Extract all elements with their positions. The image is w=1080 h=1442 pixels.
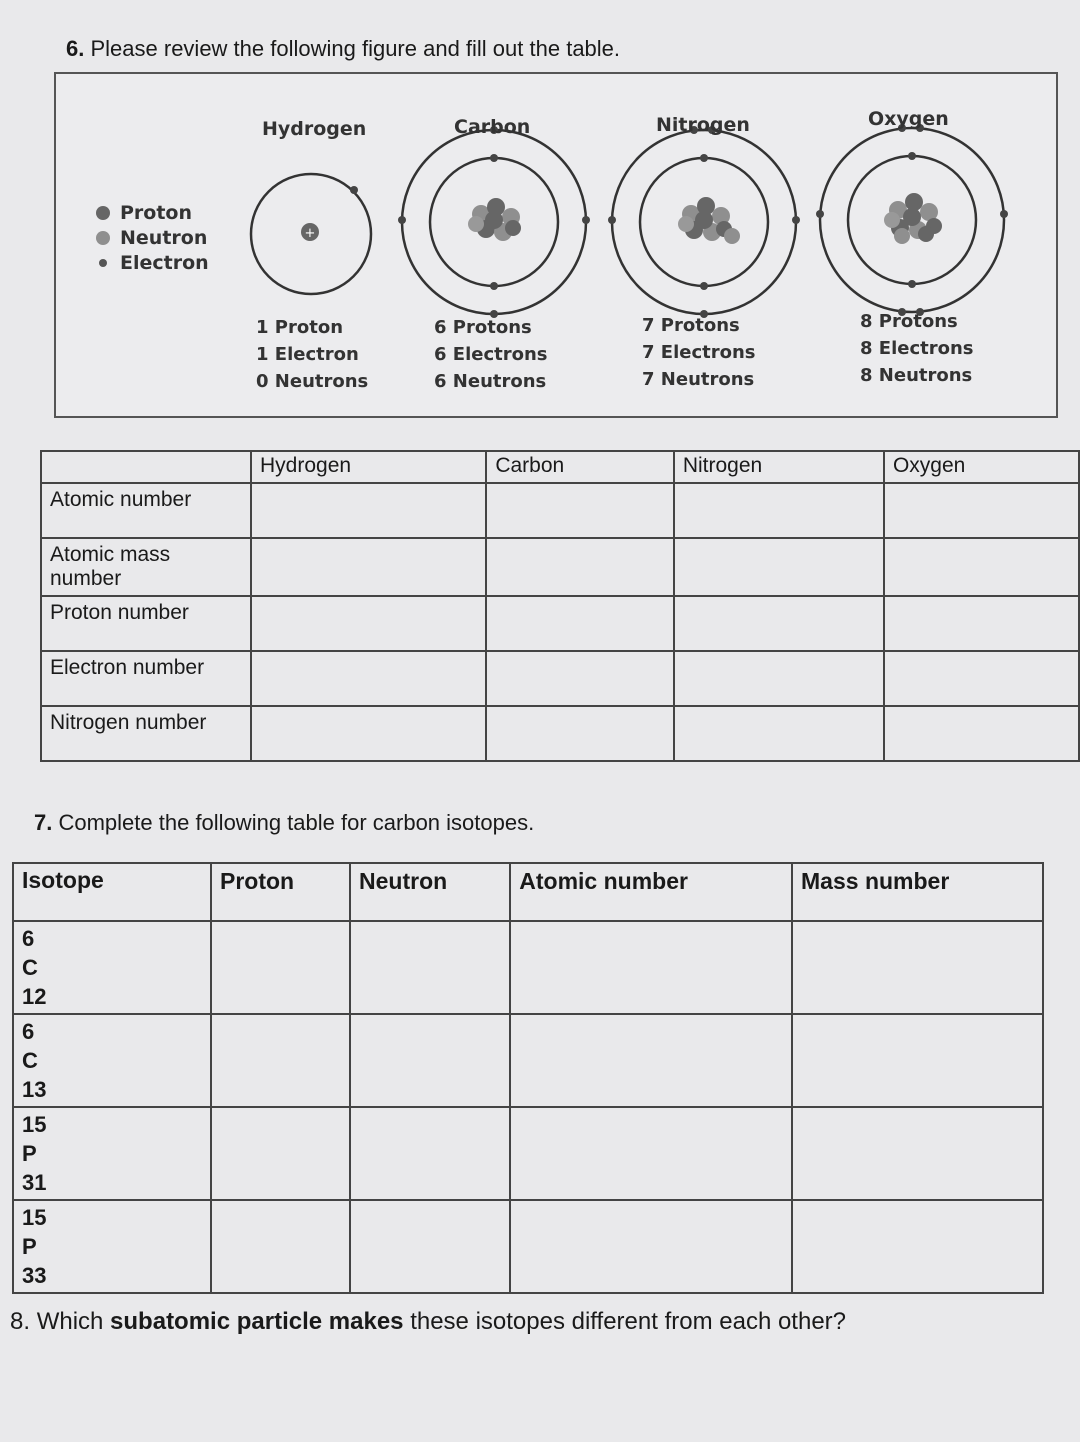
proton-icon	[96, 206, 110, 220]
answer-cell[interactable]	[674, 596, 884, 651]
answer-cell[interactable]	[674, 651, 884, 706]
nitrogen-count-line: 7 Electrons	[642, 342, 756, 363]
nitrogen-counts	[642, 312, 756, 393]
isotope-atomic-number: 6	[22, 1019, 35, 1044]
answer-cell[interactable]	[792, 921, 1043, 1014]
answer-cell[interactable]	[350, 921, 510, 1014]
row-label: Atomic mass number	[41, 538, 251, 596]
table-row	[41, 538, 1079, 596]
atom-properties-table	[40, 450, 1080, 762]
hydrogen-counts	[256, 314, 368, 395]
legend-neutron-label: Neutron	[120, 226, 208, 249]
answer-cell[interactable]	[674, 538, 884, 596]
answer-cell[interactable]	[251, 651, 486, 706]
electron-icon	[99, 259, 107, 267]
isotope-mass-number: 31	[22, 1170, 47, 1195]
answer-cell[interactable]	[350, 1107, 510, 1200]
oxygen-atom-diagram	[816, 124, 1008, 316]
hydrogen-count-line: 0 Neutrons	[256, 371, 369, 392]
isotope-symbol: C	[22, 1048, 38, 1073]
answer-cell[interactable]	[211, 921, 350, 1014]
row-label: Electron number	[41, 651, 251, 706]
answer-cell[interactable]	[350, 1200, 510, 1293]
table-row	[41, 706, 1079, 761]
row-label: Nitrogen number	[41, 706, 251, 761]
answer-cell[interactable]	[674, 706, 884, 761]
answer-cell[interactable]	[884, 596, 1079, 651]
answer-cell[interactable]	[792, 1014, 1043, 1107]
isotope-cell	[13, 1014, 211, 1107]
answer-cell[interactable]	[674, 483, 884, 538]
carbon-count-line: 6 Electrons	[434, 344, 548, 365]
answer-cell[interactable]	[486, 483, 673, 538]
isotope-symbol: C	[22, 955, 38, 980]
table-row	[13, 921, 1043, 1014]
legend-proton	[96, 200, 209, 225]
answer-cell[interactable]	[486, 706, 673, 761]
answer-cell[interactable]	[510, 1014, 792, 1107]
table-header-cell: Proton	[211, 863, 350, 921]
carbon-atom-diagram	[398, 126, 590, 318]
isotope-mass-number: 12	[22, 984, 47, 1009]
table-row	[13, 1107, 1043, 1200]
answer-cell[interactable]	[884, 483, 1079, 538]
isotope-cell	[13, 1200, 211, 1293]
oxygen-count-line: 8 Protons	[860, 311, 958, 332]
atom-name-carbon: Carbon	[454, 116, 531, 138]
atom-name-hydrogen: Hydrogen	[262, 118, 367, 140]
answer-cell[interactable]	[884, 651, 1079, 706]
table-header-cell: Nitrogen	[674, 451, 884, 483]
hydrogen-count-line: 1 Electron	[256, 344, 359, 365]
atom-figure	[54, 72, 1058, 418]
oxygen-count-line: 8 Neutrons	[860, 365, 973, 386]
answer-cell[interactable]	[251, 596, 486, 651]
table-header-cell: Atomic number	[510, 863, 792, 921]
table-row	[13, 1014, 1043, 1107]
legend-electron-label: Electron	[120, 251, 209, 274]
table-row	[13, 1200, 1043, 1293]
question-8	[10, 1308, 846, 1336]
answer-cell[interactable]	[211, 1200, 350, 1293]
hydrogen-atom-diagram	[251, 174, 371, 294]
neutron-icon	[96, 231, 110, 245]
table-row	[41, 651, 1079, 706]
nitrogen-atom-diagram	[608, 126, 800, 318]
question-8-bold: subatomic particle makes	[110, 1308, 404, 1335]
isotope-atomic-number: 6	[22, 926, 35, 951]
answer-cell[interactable]	[792, 1200, 1043, 1293]
oxygen-count-line: 8 Electrons	[860, 338, 974, 359]
table-header-cell: Hydrogen	[251, 451, 486, 483]
answer-cell[interactable]	[486, 538, 673, 596]
svg-text:+: +	[304, 226, 316, 241]
answer-cell[interactable]	[251, 483, 486, 538]
isotope-atomic-number: 15	[22, 1112, 47, 1137]
question-7	[34, 810, 534, 836]
nitrogen-count-line: 7 Neutrons	[642, 369, 755, 390]
answer-cell[interactable]	[792, 1107, 1043, 1200]
carbon-count-line: 6 Neutrons	[434, 371, 547, 392]
isotope-cell	[13, 1107, 211, 1200]
row-label: Proton number	[41, 596, 251, 651]
question-6-number: 6.	[66, 36, 85, 61]
answer-cell[interactable]	[211, 1014, 350, 1107]
isotope-symbol: P	[22, 1141, 37, 1166]
answer-cell[interactable]	[350, 1014, 510, 1107]
answer-cell[interactable]	[486, 651, 673, 706]
table-row	[41, 596, 1079, 651]
table-header-cell: Isotope	[13, 863, 211, 921]
isotope-mass-number: 33	[22, 1263, 47, 1288]
nitrogen-count-line: 7 Protons	[642, 315, 740, 336]
answer-cell[interactable]	[251, 538, 486, 596]
question-7-text: Complete the following table for carbon isotopes.	[58, 810, 535, 835]
isotope-atomic-number: 15	[22, 1205, 47, 1230]
answer-cell[interactable]	[211, 1107, 350, 1200]
table-header-cell: Mass number	[792, 863, 1043, 921]
table-header-cell: Carbon	[486, 451, 673, 483]
answer-cell[interactable]	[884, 706, 1079, 761]
question-8-pre: Which	[36, 1308, 104, 1335]
isotope-cell	[13, 921, 211, 1014]
question-7-number: 7.	[34, 810, 53, 835]
table-row	[41, 483, 1079, 538]
table-header-cell: Oxygen	[884, 451, 1079, 483]
answer-cell[interactable]	[510, 1107, 792, 1200]
table-header-row	[13, 863, 1043, 921]
question-6	[66, 36, 620, 62]
row-label: Atomic number	[41, 483, 251, 538]
hydrogen-count-line: 1 Proton	[256, 317, 344, 338]
question-8-post: these isotopes different from each other?	[410, 1308, 847, 1335]
answer-cell[interactable]	[884, 538, 1079, 596]
atom-name-nitrogen: Nitrogen	[656, 114, 750, 136]
legend-neutron	[96, 225, 209, 250]
atom-name-oxygen: Oxygen	[868, 108, 949, 130]
carbon-count-line: 6 Protons	[434, 317, 532, 338]
carbon-counts	[434, 314, 548, 395]
question-8-number: 8.	[10, 1308, 31, 1335]
question-6-text: Please review the following figure and fill out the table.	[90, 36, 621, 61]
particle-legend	[96, 200, 209, 275]
table-header-cell	[41, 451, 251, 483]
isotope-table	[12, 862, 1044, 1294]
answer-cell[interactable]	[510, 921, 792, 1014]
table-header-row	[41, 451, 1079, 483]
oxygen-counts	[860, 308, 974, 389]
isotope-symbol: P	[22, 1234, 37, 1259]
answer-cell[interactable]	[251, 706, 486, 761]
answer-cell[interactable]	[510, 1200, 792, 1293]
table-header-cell: Neutron	[350, 863, 510, 921]
legend-proton-label: Proton	[120, 201, 193, 224]
isotope-mass-number: 13	[22, 1077, 47, 1102]
legend-electron	[96, 250, 209, 275]
answer-cell[interactable]	[486, 596, 673, 651]
